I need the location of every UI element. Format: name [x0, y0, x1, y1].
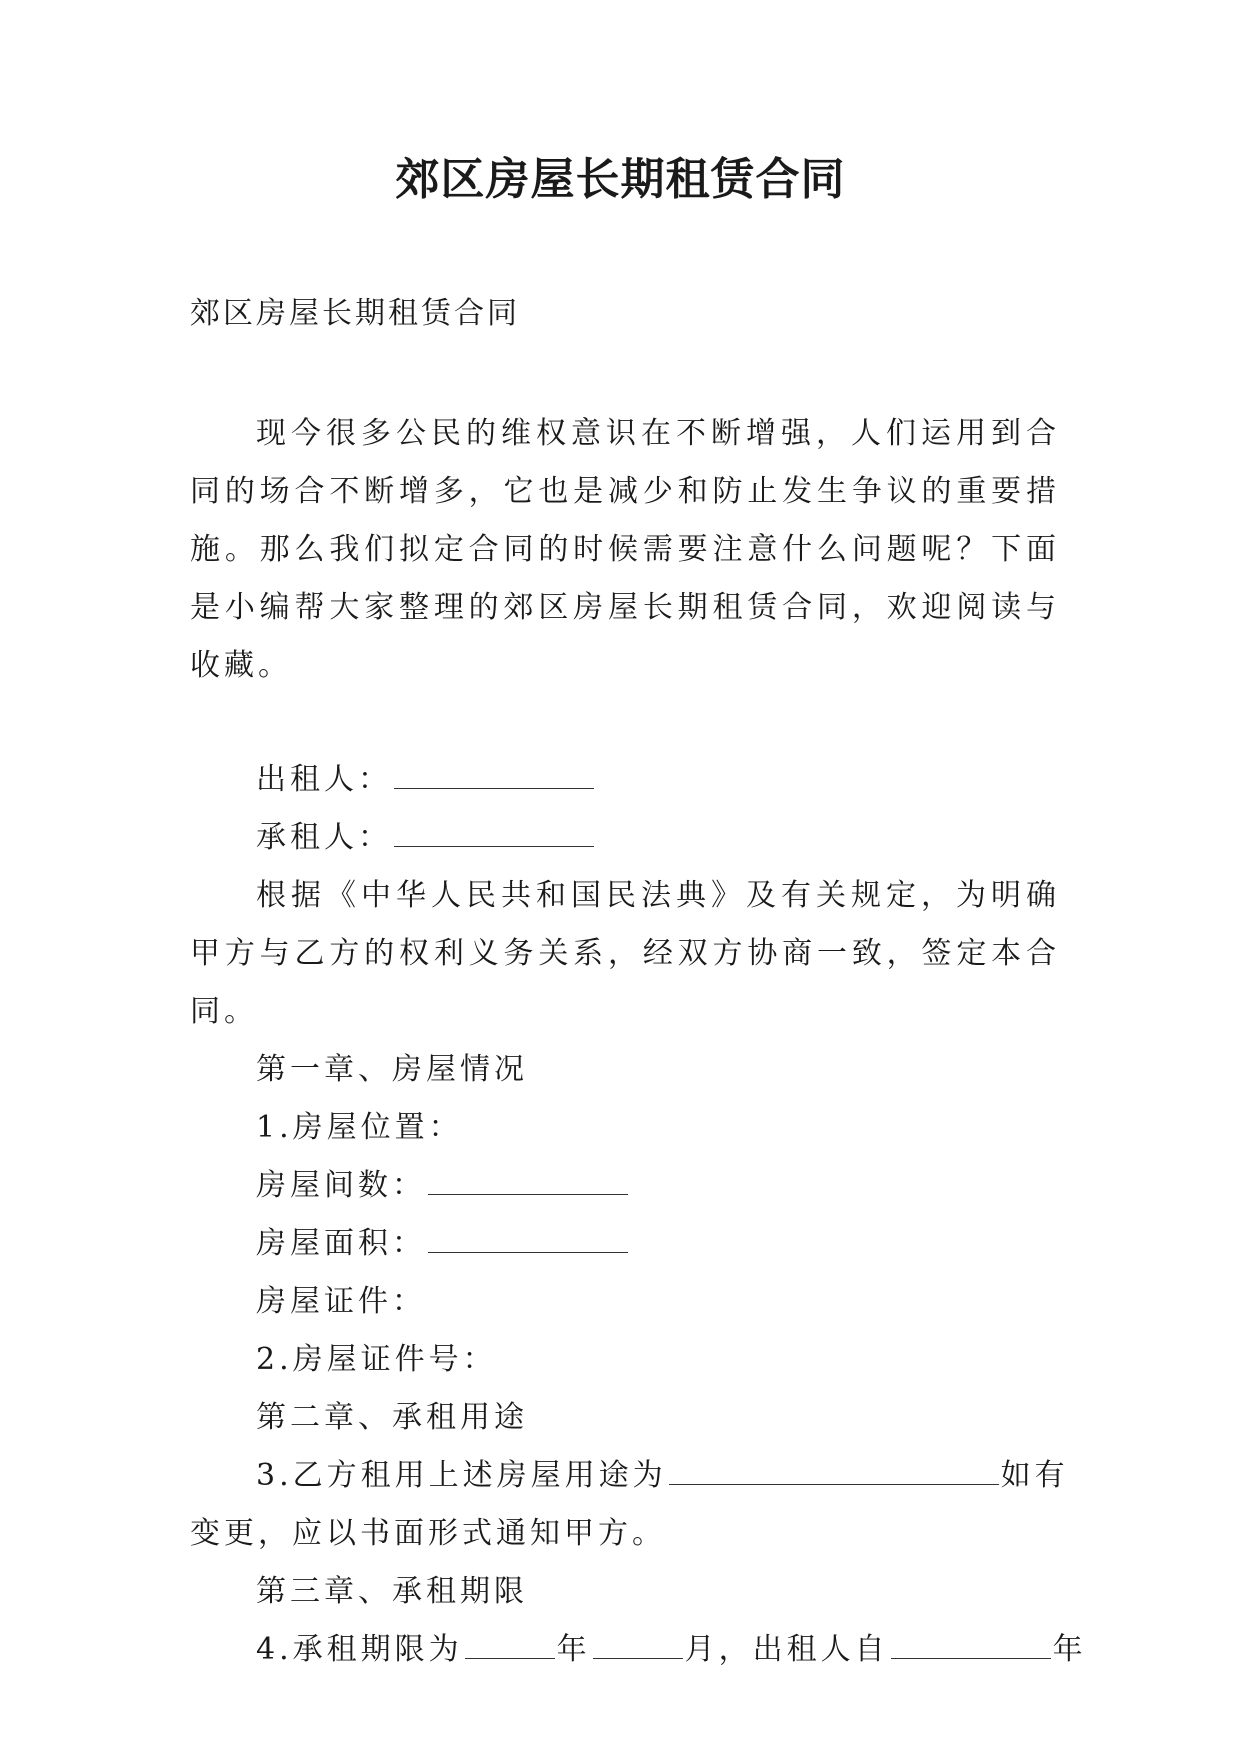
start-year-blank	[891, 1628, 1051, 1659]
document-body	[190, 405, 1087, 1679]
intro-paragraph: 现今很多公民的维权意识在不断增强，人们运用到合同的场合不断增多，它也是减少和防止发生争议的重要措施。那么我们拟定合同的时候需要注意什么问题呢？下面是小编帮大家整理的郊区房屋长期租赁合同，欢迎阅读与收藏。	[190, 416, 1060, 683]
item-2-cert-number: 2.房屋证件号：	[256, 1342, 497, 1377]
basis-paragraph: 根据《中华人民共和国民法典》及有关规定，为明确甲方与乙方的权利义务关系，经双方协商一致，签定本合同。	[190, 878, 1060, 1029]
lessor-blank	[394, 758, 594, 789]
item-4-text: 4.承租期限为	[256, 1632, 463, 1667]
lessee-label: 承租人：	[256, 820, 392, 855]
lessor-label: 出租人：	[256, 762, 392, 797]
item-4-year-label: 年	[556, 1632, 591, 1667]
item-3-line	[190, 1447, 1069, 1505]
months-blank	[593, 1628, 683, 1659]
lessor-line	[190, 751, 1060, 809]
item-4-line	[190, 1621, 1087, 1679]
chapter-1-heading: 第一章、房屋情况	[256, 1052, 528, 1087]
years-blank	[465, 1628, 555, 1659]
document-title: 郊区房屋长期租赁合同	[395, 154, 846, 205]
lessee-blank	[394, 816, 594, 847]
lessee-line	[190, 809, 1060, 867]
item-3-text: 3.乙方租用上述房屋用途为	[256, 1458, 667, 1493]
area-blank	[428, 1222, 628, 1253]
item-4-year2-label: 年	[1052, 1632, 1087, 1667]
item-3-continuation: 变更，应以书面形式通知甲方。	[190, 1516, 666, 1551]
document-subtitle: 郊区房屋长期租赁合同	[190, 296, 520, 331]
item-4-month-label: 月，出租人自	[684, 1632, 889, 1667]
usage-blank	[669, 1454, 999, 1485]
item-3-suffix: 如有	[1000, 1458, 1069, 1493]
area-line	[190, 1215, 1060, 1273]
area-label: 房屋面积：	[256, 1226, 426, 1261]
item-1-location: 1.房屋位置：	[256, 1110, 463, 1145]
rooms-label: 房屋间数：	[256, 1168, 426, 1203]
rooms-blank	[428, 1164, 628, 1195]
rooms-line	[190, 1157, 1060, 1215]
chapter-3-heading: 第三章、承租期限	[256, 1574, 528, 1609]
cert-line: 房屋证件：	[256, 1284, 426, 1319]
chapter-2-heading: 第二章、承租用途	[256, 1400, 528, 1435]
